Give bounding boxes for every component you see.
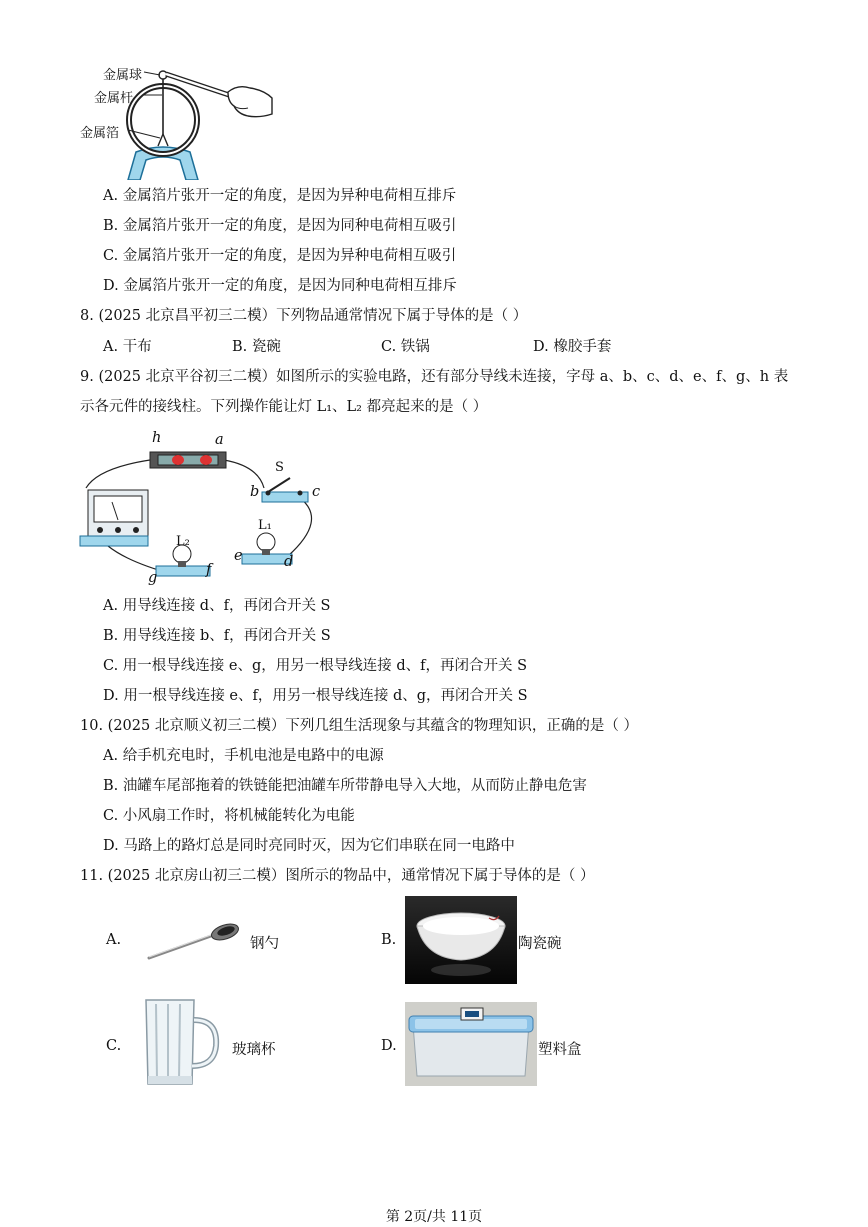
terminal-f: f	[206, 562, 212, 578]
terminal-g: g	[148, 570, 158, 586]
q8-option-a: A. 干布	[103, 339, 152, 355]
electroscope-figure	[78, 62, 278, 180]
q11-item-a-letter: A.	[106, 932, 122, 948]
circuit-figure	[78, 430, 338, 590]
q11-item-c-label: 玻璃杯	[232, 1042, 276, 1058]
q9-option-d: D. 用一根导线连接 e、f，用另一根导线连接 d、g，再闭合开关 S	[103, 688, 528, 704]
label-metal-rod: 金属杆	[94, 91, 134, 106]
q11-item-d-label: 塑料盒	[538, 1042, 582, 1058]
q11-item-c-letter: C.	[106, 1038, 122, 1054]
terminal-b: b	[250, 484, 260, 500]
plastic-box-photo	[405, 1002, 537, 1086]
q9-option-b: B. 用导线连接 b、f，再闭合开关 S	[103, 628, 331, 644]
q8-stem: 8. (2025 北京昌平初三二模）下列物品通常情况下属于导体的是（ ）	[80, 308, 528, 324]
q9-option-c: C. 用一根导线连接 e、g，用另一根导线连接 d、f，再闭合开关 S	[103, 658, 528, 674]
steel-spoon-photo	[145, 922, 240, 962]
label-metal-foil: 金属箔	[80, 126, 120, 141]
q9-option-a: A. 用导线连接 d、f，再闭合开关 S	[103, 598, 331, 614]
q10-option-c: C. 小风扇工作时，将机械能转化为电能	[103, 808, 355, 824]
terminal-d: d	[284, 554, 294, 570]
page-number: 第 2页/共 11页	[385, 1209, 483, 1225]
q9-stem-line2: 示各元件的接线柱。下列操作能让灯 L₁、L₂ 都亮起来的是（ ）	[80, 399, 488, 415]
label-metal-ball: 金属球	[103, 68, 143, 83]
terminal-e: e	[234, 548, 243, 564]
q11-item-a-label: 钢勺	[250, 936, 279, 952]
q7-option-a: A. 金属箔片张开一定的角度，是因为异种电荷相互排斥	[103, 188, 457, 204]
q10-option-d: D. 马路上的路灯总是同时亮同时灭，因为它们串联在同一电路中	[103, 838, 515, 854]
ceramic-bowl-photo	[405, 896, 517, 984]
q11-item-b-label: 陶瓷碗	[518, 936, 562, 952]
q8-option-d: D. 橡胶手套	[533, 339, 612, 355]
label-lamp-l1: L₁	[258, 518, 272, 533]
q9-stem-line1: 9. (2025 北京平谷初三二模）如图所示的实验电路，还有部分导线未连接，字母 a、b、c、d、e、f、g、h 表	[80, 369, 789, 385]
glass-cup-photo	[138, 994, 222, 1090]
q8-option-c: C. 铁锅	[381, 339, 430, 355]
q11-item-b-letter: B.	[381, 932, 397, 948]
q10-stem: 10. (2025 北京顺义初三二模）下列几组生活现象与其蕴含的物理知识，正确的是（ ）	[80, 718, 638, 734]
terminal-a: a	[215, 432, 224, 448]
q10-option-a: A. 给手机充电时，手机电池是电路中的电源	[103, 748, 384, 764]
q11-stem: 11. (2025 北京房山初三二模）图所示的物品中，通常情况下属于导体的是（ ）	[80, 868, 595, 884]
q7-option-d: D. 金属箔片张开一定的角度，是因为同种电荷相互排斥	[103, 278, 457, 294]
q7-option-c: C. 金属箔片张开一定的角度，是因为异种电荷相互吸引	[103, 248, 457, 264]
label-switch-s: S	[275, 460, 284, 475]
terminal-c: c	[312, 484, 321, 500]
q11-item-d-letter: D.	[381, 1038, 397, 1054]
terminal-h: h	[152, 430, 162, 446]
q7-option-b: B. 金属箔片张开一定的角度，是因为同种电荷相互吸引	[103, 218, 457, 234]
q10-option-b: B. 油罐车尾部拖着的铁链能把油罐车所带静电导入大地，从而防止静电危害	[103, 778, 587, 794]
q8-option-b: B. 瓷碗	[232, 339, 281, 355]
label-lamp-l2: L₂	[176, 534, 190, 549]
